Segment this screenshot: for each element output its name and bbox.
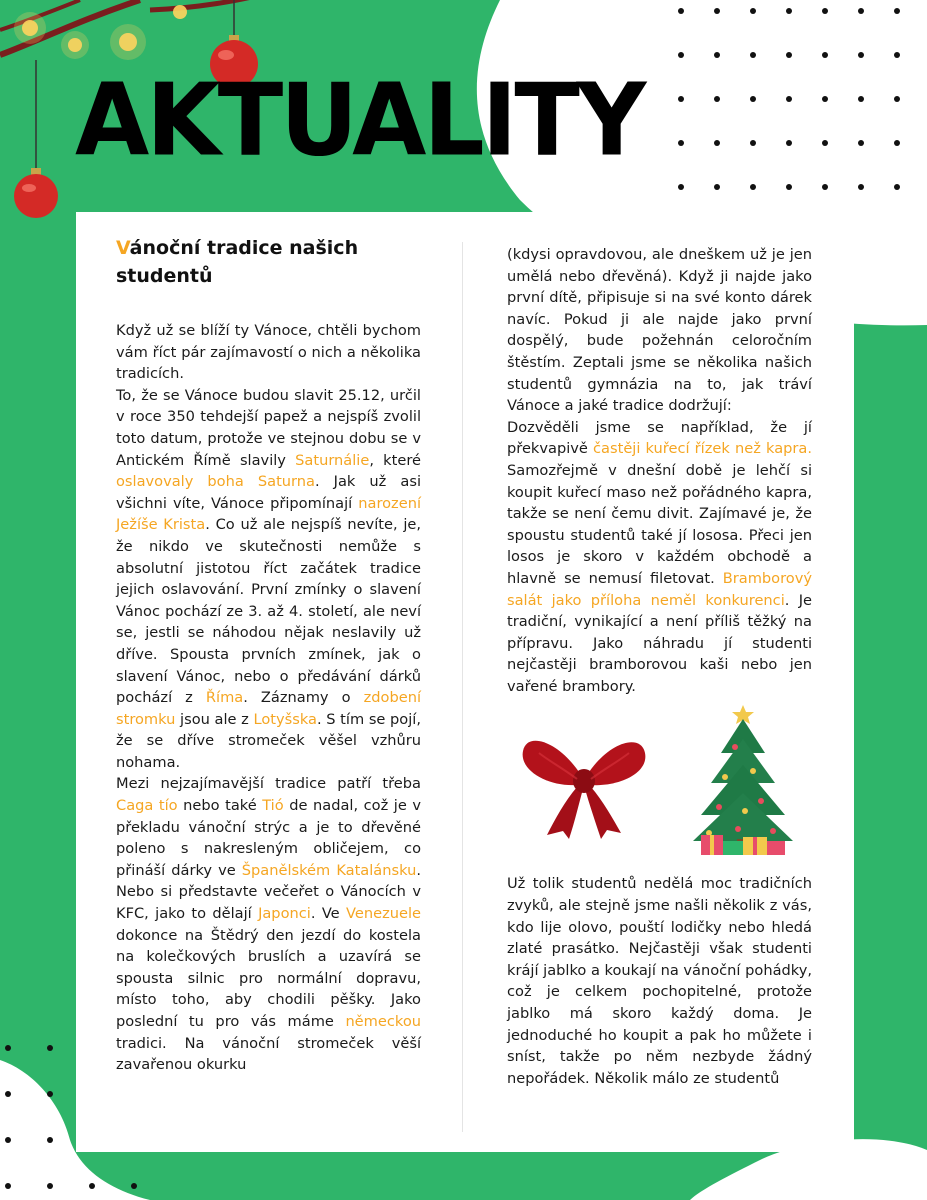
- paragraph-history: [116, 385, 421, 774]
- text-segment: Samozřejmě v dnešní době je lehčí si koupit kuřecí maso než pořádného kapra, takže se není čemu divit. Zajímavé je, že spoustu studentů také jí lososa. Přeci jen losos je skoro v každém obchodě a hlavně se nemusí filetovat.: [507, 461, 812, 587]
- article-right-column: [507, 244, 812, 1089]
- article-card: [76, 212, 854, 1152]
- text-segment: To, že se Vánoce budou slavit 25.12, určil v roce 350 tehdejší papež a nejspíš zvolil toto datum, protože ve stejnou dobu se v Antickém Římě slavily: [116, 386, 421, 469]
- text-segment: . Je tradiční, vynikající a není příliš těžký na přípravu. Jako náhradu jí studenti nejčastěji bramborovou kaši nebo jen vařené brambory.: [507, 591, 812, 695]
- christmas-tree-image: [683, 701, 803, 861]
- text-segment: de nadal, což je v překladu vánoční strýc a je to dřevěné poleno s nakresleným obličejem, co přináší dárky ve: [116, 797, 421, 879]
- text-segment: Dozvěděli jsme se například, že jí překvapivě: [507, 418, 812, 458]
- highlight-jezis: narození Ježíše Krista: [116, 494, 421, 534]
- highlight-katalansko: Španělském Katalánsku: [241, 861, 417, 879]
- text-segment: Mezi nejzajímavější tradice patří třeba: [116, 775, 421, 793]
- text-segment: , které: [369, 451, 421, 469]
- text-segment: . Záznamy o: [243, 689, 364, 707]
- highlight-lotyssko: Lotyšska: [253, 710, 317, 728]
- text-segment: . Co už ale nejspíš nevíte, je, že nikdo ve skutečnosti nemůže s absolutní jistotou říct začátek tradice jejich oslavování. První zmínky o slavení Vánoc pochází ze 3. až 4. století, ale neví se, jestli se náhodou nějak neslavily už dříve. Spousta prvních zmínek, jak o slavení Vánoc, nebo o předávání dárků pochází z: [116, 516, 421, 707]
- highlight-tio: Tió: [262, 797, 284, 815]
- text-segment: nebo také: [177, 797, 263, 815]
- highlight-rizek: častěji kuřecí řízek než kapra.: [593, 440, 812, 458]
- highlight-saturnalie: Saturnálie: [295, 451, 370, 469]
- decoration-images: [507, 709, 812, 859]
- heading-first-letter: V: [116, 237, 130, 259]
- highlight-japonci: Japonci: [258, 905, 311, 923]
- paragraph-intro: Když už se blíží ty Vánoce, chtěli bychom vám říct pár zajímavostí o nich a několika tradicích.: [116, 322, 421, 383]
- article-left-column: [116, 234, 421, 1076]
- highlight-salat: Bramborový salát jako příloha neměl konkurenci: [507, 569, 812, 609]
- text-segment: . Nebo si představte večeřet o Vánocích v KFC, jako to dělají: [116, 861, 421, 923]
- page-title: AKTUALITY: [75, 61, 644, 179]
- text-segment: tradici. Na vánoční stromeček věší zavařenou okurku: [116, 1034, 421, 1074]
- highlight-venezuela: Venezuele: [346, 905, 421, 923]
- highlight-rim: Říma: [205, 689, 244, 707]
- paragraph-traditions: [116, 773, 421, 1075]
- text-segment: . Ve: [310, 905, 347, 923]
- highlight-zdobeni: zdobení stromku: [116, 689, 421, 728]
- red-bow-image: [519, 731, 649, 841]
- text-segment: dokonce na Štědrý den jezdí do kostela na kolečkových bruslích a uzavírá se spousta silnic pro normální dopravu, místo toho, aby chodili pěšky. Jako poslední tu pro vás máme: [116, 926, 421, 1030]
- column-divider: [462, 242, 463, 1132]
- highlight-caga-tio: Caga tío: [116, 797, 178, 815]
- paragraph-food: [507, 417, 812, 698]
- text-segment: jsou ale z: [175, 710, 254, 728]
- paragraph-customs: Už tolik studentů nedělá moc tradičních zvyků, ale stejně jsme našli několik z vás, kdo lije olovo, pouští lodičky nebo hledá zlaté prasátko. Nejčastěji však studenti krájí jablko a koukají na vánoční pohádky, což je celkem pochopitelné, protože jablko má skoro každý doma. Je jednoduché ho koupit a pak ho můžete i sníst, takže po něm nezbyde žádný nepořádek. Několik málo ze studentů: [507, 875, 812, 1087]
- text-segment: . Jak už asi všichni víte, Vánoce připomínají: [116, 473, 421, 512]
- dot-pattern-top-right: [678, 8, 918, 193]
- paragraph-pickle: (kdysi opravdovou, ale dneškem už je jen umělá nebo dřevěná). Když ji najde jako první dítě, připisuje si na své konto dárek navíc. Pokud ji ale najde jako první dospělý, bude požehnán celoročním štěstím. Zeptali jsme se několika našich studentů gymnázia na to, jak tráví Vánoce a jaké tradice dodržují:: [507, 246, 812, 415]
- heading-rest: ánoční tradice našich studentů: [116, 237, 359, 287]
- highlight-saturn: oslavovaly boha Saturna: [116, 473, 315, 491]
- highlight-nemecko: německou: [345, 1013, 421, 1030]
- text-segment: . S tím se pojí, že se dříve stromeček věšel vzhůru nohama.: [116, 710, 421, 771]
- article-heading: [116, 234, 421, 290]
